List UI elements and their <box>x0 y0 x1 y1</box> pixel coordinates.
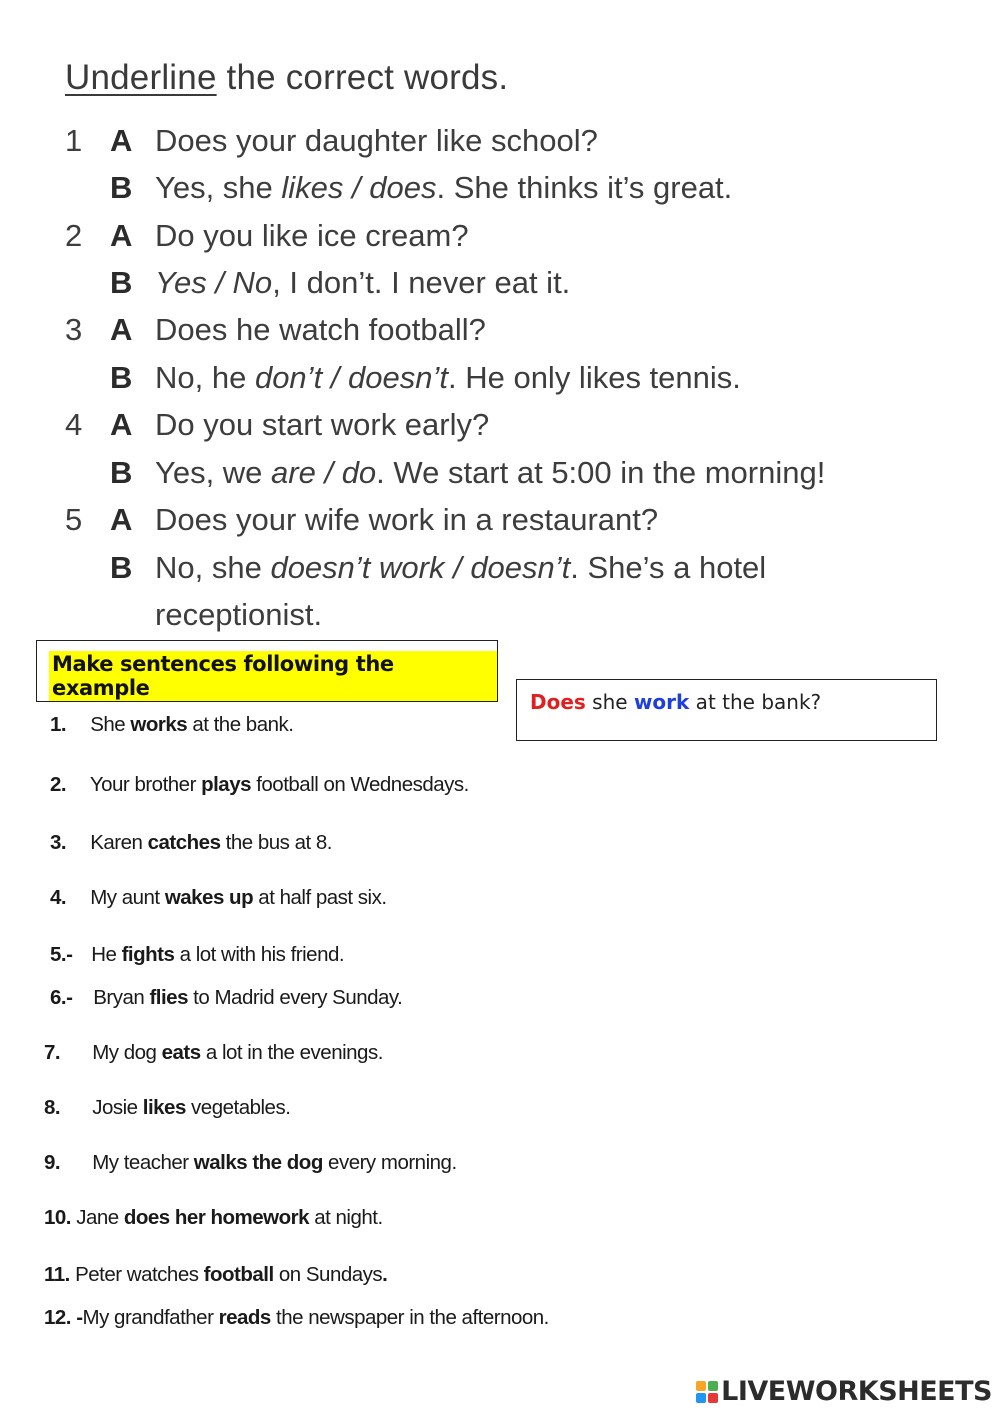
sentence-item <box>50 831 332 855</box>
item-prefix: My aunt <box>85 886 165 909</box>
item-verb: wakes up <box>164 886 254 909</box>
answer-prefix: Yes, she <box>155 170 282 205</box>
answer-continuation: receptionist. <box>155 597 323 632</box>
liveworksheets-logo <box>696 1376 992 1407</box>
answer-prefix: No, she <box>155 550 271 585</box>
item-rest: football on Wednesdays. <box>251 773 469 796</box>
item-rest: the newspaper in the afternoon. <box>270 1306 549 1329</box>
item-verb: works <box>130 713 188 736</box>
title-underlined-word: Underline <box>65 58 217 97</box>
exercise-title <box>65 58 508 98</box>
question-text: Does your daughter like school? <box>155 123 598 158</box>
answer-options[interactable]: are / do <box>271 455 377 490</box>
sentence-item <box>50 986 402 1010</box>
item-prefix: My grandfather <box>82 1306 219 1329</box>
answer-text <box>155 360 741 396</box>
logo-square-4 <box>708 1393 718 1403</box>
speaker-b-label: B <box>110 265 133 300</box>
answer-options[interactable]: likes / does <box>281 170 437 205</box>
sentence-item <box>44 1263 387 1287</box>
sentence-item <box>50 943 344 967</box>
answer-suffix: . He only likes tennis. <box>447 360 741 395</box>
answer-prefix: No, he <box>155 360 255 395</box>
item-verb: eats <box>161 1041 201 1064</box>
item-rest: a lot with his friend. <box>174 943 345 966</box>
answer-suffix: . We start at 5:00 in the morning! <box>376 455 826 490</box>
answer-suffix: , I don’t. I never eat it. <box>272 265 571 300</box>
item-prefix: My dog <box>87 1041 162 1064</box>
sentence-item <box>44 1041 383 1065</box>
logo-text: LIVEWORKSHEETS <box>721 1376 992 1407</box>
speaker-a-label: A <box>110 502 133 537</box>
item-end-punct: . <box>382 1263 388 1286</box>
item-prefix: Jane <box>71 1206 124 1229</box>
sentence-item <box>50 713 293 737</box>
item-rest: every morning. <box>322 1151 457 1174</box>
item-prefix: Peter watches <box>69 1263 204 1286</box>
item-number: 10. <box>44 1206 71 1229</box>
answer-text <box>155 455 825 491</box>
answer-suffix: . She’s a hotel <box>570 550 767 585</box>
logo-square-3 <box>696 1393 706 1403</box>
item-verb: flies <box>149 986 188 1009</box>
item-prefix: Karen <box>85 831 148 854</box>
speaker-b-label: B <box>110 360 133 395</box>
item-prefix: Josie <box>87 1096 143 1119</box>
example-rest: at the bank? <box>689 690 822 714</box>
logo-square-1 <box>696 1381 706 1391</box>
sentence-item <box>50 773 469 797</box>
answer-text <box>155 550 766 586</box>
answer-options[interactable]: doesn’t work / doesn’t <box>270 550 571 585</box>
item-number: 12. - <box>44 1306 83 1329</box>
item-rest: a lot in the evenings. <box>200 1041 383 1064</box>
item-number: 6.- <box>50 986 73 1009</box>
item-prefix: He <box>86 943 122 966</box>
speaker-b-label: B <box>110 455 133 490</box>
item-verb: plays <box>201 773 252 796</box>
question-text: Do you like ice cream? <box>155 218 469 253</box>
sentence-item <box>50 886 387 910</box>
item-verb: reads <box>218 1306 271 1329</box>
item-number: 8. <box>44 1096 61 1119</box>
dialogue-number: 4 <box>65 407 83 442</box>
dialogue-number: 2 <box>65 218 83 253</box>
speaker-a-label: A <box>110 123 133 158</box>
item-verb: football <box>203 1263 274 1286</box>
sentence-item <box>44 1096 290 1120</box>
answer-prefix: Yes, we <box>155 455 272 490</box>
title-rest: the correct words. <box>216 58 509 97</box>
item-rest: the bus at 8. <box>220 831 332 854</box>
answer-options[interactable]: don’t / doesn’t <box>254 360 448 395</box>
item-verb: likes <box>142 1096 186 1119</box>
item-rest: at the bank. <box>187 713 294 736</box>
item-verb: fights <box>121 943 175 966</box>
question-text: Does your wife work in a restaurant? <box>155 502 659 537</box>
item-prefix: Bryan <box>88 986 150 1009</box>
item-rest: on Sundays <box>273 1263 383 1286</box>
item-number: 7. <box>44 1041 61 1064</box>
sentence-item <box>44 1206 383 1230</box>
item-rest: at night. <box>309 1206 383 1229</box>
sentence-item <box>44 1306 549 1330</box>
instruction-box <box>36 640 498 702</box>
dialogue-number: 1 <box>65 123 83 158</box>
item-verb: does her homework <box>123 1206 310 1229</box>
item-verb: walks the dog <box>193 1151 323 1174</box>
speaker-b-label: B <box>110 170 133 205</box>
item-number: 2. <box>50 773 67 796</box>
question-text: Does he watch football? <box>155 312 486 347</box>
item-number: 4. <box>50 886 67 909</box>
item-number: 5.- <box>50 943 73 966</box>
question-text: Do you start work early? <box>155 407 490 442</box>
example-verb: work <box>633 690 690 714</box>
speaker-b-label: B <box>110 550 133 585</box>
item-verb: catches <box>147 831 221 854</box>
answer-options[interactable]: Yes / No <box>155 265 273 300</box>
item-number: 9. <box>44 1151 61 1174</box>
sentence-item <box>44 1151 457 1175</box>
answer-text <box>155 265 570 301</box>
example-auxiliary: Does <box>530 690 586 714</box>
item-rest: vegetables. <box>185 1096 291 1119</box>
item-number: 1. <box>50 713 67 736</box>
example-subject: she <box>585 690 634 714</box>
logo-square-2 <box>708 1381 718 1391</box>
example-answer-box <box>516 679 937 741</box>
instruction-text: Make sentences following the example <box>49 651 497 701</box>
item-rest: to Madrid every Sunday. <box>187 986 403 1009</box>
dialogue-number: 3 <box>65 312 83 347</box>
item-number: 3. <box>50 831 67 854</box>
answer-suffix: . She thinks it’s great. <box>436 170 733 205</box>
item-prefix: My teacher <box>87 1151 194 1174</box>
speaker-a-label: A <box>110 312 133 347</box>
item-rest: at half past six. <box>253 886 387 909</box>
item-number: 11. <box>44 1263 70 1286</box>
speaker-a-label: A <box>110 218 133 253</box>
answer-text <box>155 170 732 206</box>
speaker-a-label: A <box>110 407 133 442</box>
item-prefix: Your brother <box>85 773 202 796</box>
dialogue-number: 5 <box>65 502 83 537</box>
logo-icon <box>696 1381 718 1403</box>
item-prefix: She <box>85 713 131 736</box>
